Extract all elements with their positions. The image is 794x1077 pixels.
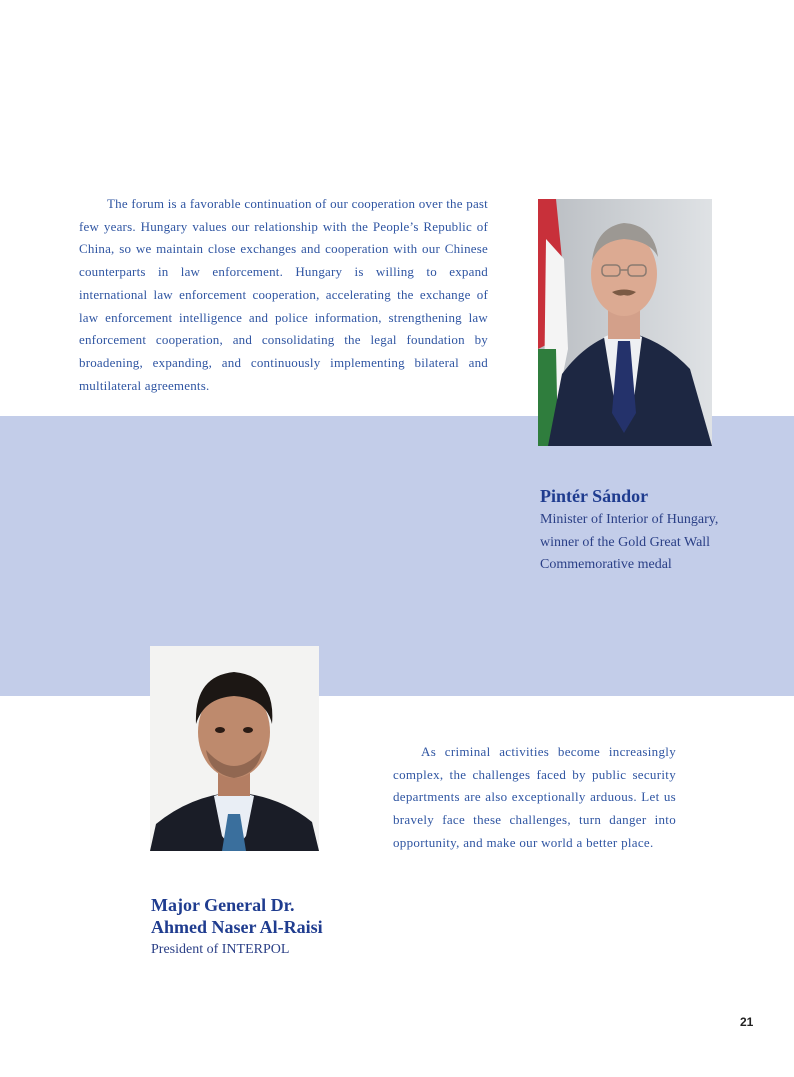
- quote-al-raisi: [393, 741, 676, 855]
- person2-name: [151, 894, 323, 938]
- person1-name: Pintér Sándor: [540, 486, 649, 506]
- person1-title: [540, 509, 750, 577]
- quote-pinter: [79, 193, 488, 397]
- person2-name-line: Major General Dr.: [151, 895, 295, 915]
- person2-title: President of INTERPOL: [151, 942, 290, 957]
- quote-al-raisi-text: As criminal activities become increasingly complex, the challenges faced by public security departments are also exceptionally arduous. Let us bravely face these challenges, turn danger into opportunity, and make our world a better place.: [393, 744, 676, 850]
- portrait-pinter-sandor: [538, 199, 712, 446]
- person1-title-line: Minister of Interior of Hungary,: [540, 512, 719, 527]
- portrait-al-raisi-image: [150, 646, 319, 851]
- portrait-ahmed-naser-al-raisi: [150, 646, 319, 851]
- quote-pinter-text: The forum is a favorable continuation of our cooperation over the past few years. Hungary values our relationship with the People’s Republic of China, so we maintain close exchanges and cooperation with our Chinese counterparts in law enforcement. Hungary is willing to expand international law enforcement cooperation, accelerating the exchange of law enforcement intelligence and police information, strengthening law enforcement cooperation, and consolidating the legal foundation by broadening, expanding, and continuously implementing bilateral and multilateral agreements.: [79, 196, 488, 393]
- portrait-pinter-image: [538, 199, 712, 446]
- person2-name-line: Ahmed Naser Al-Raisi: [151, 917, 323, 937]
- page-number: 21: [740, 1015, 754, 1029]
- person1-title-line: winner of the Gold Great Wall: [540, 534, 711, 550]
- person1-title-line: Commemorative medal: [540, 557, 672, 572]
